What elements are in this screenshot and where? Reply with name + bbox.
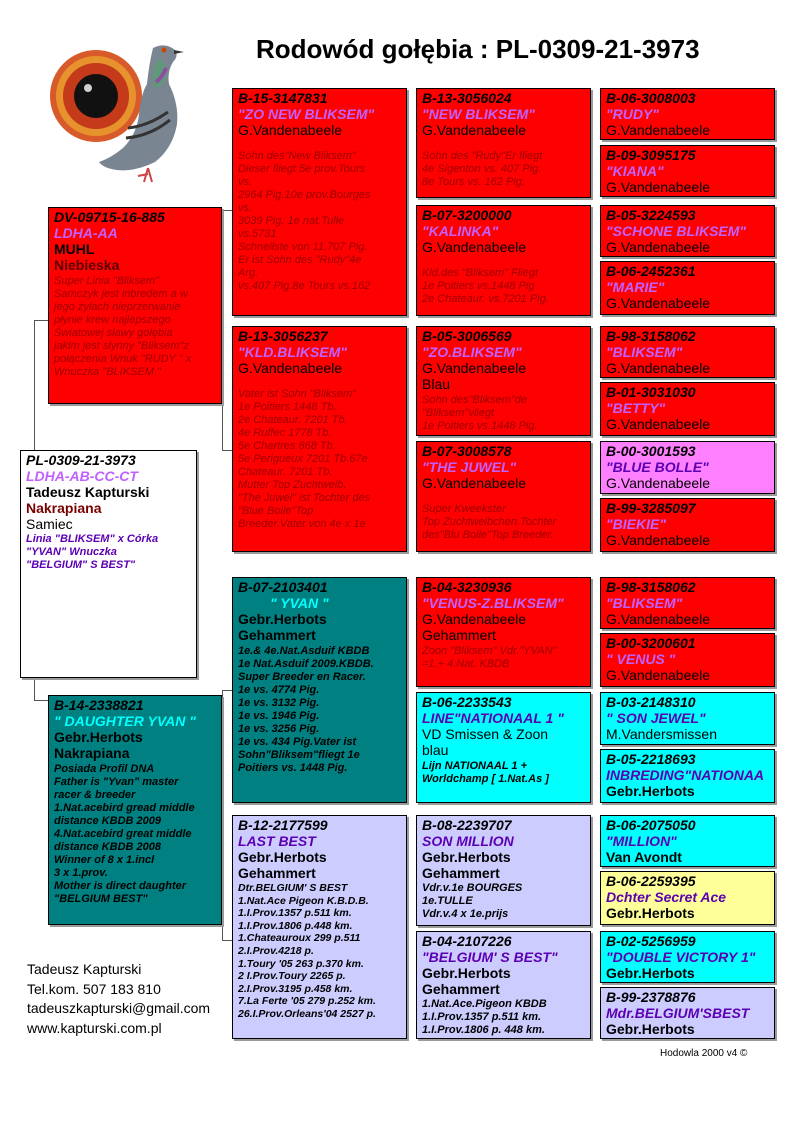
pigeon-name: " VENUS " <box>606 651 676 667</box>
gen4-card <box>600 577 775 629</box>
pigeon-note: 1.Nat.Ace.Pigeon KBDB 1.I.Prov.1357 p.511 km. 1.I.Prov.1806 p. 448 km. <box>422 998 547 1036</box>
pigeon-name: "SCHONE BLIKSEM" <box>606 223 747 239</box>
breeder: Van Avondt <box>606 849 682 865</box>
ring-number: B-15-3147831 <box>238 90 328 106</box>
pigeon-name: LDHA-AB-CC-CT <box>26 468 138 484</box>
ring-number: B-06-3008003 <box>606 90 696 106</box>
pigeon-name: LDHA-AA <box>54 225 118 241</box>
gen4-card <box>600 749 775 803</box>
contact-phone: Tel.kom. 507 183 810 <box>27 980 161 997</box>
gen3-card <box>416 441 591 552</box>
pigeon-name: "KLD.BLIKSEM" <box>238 344 347 360</box>
subject-pigeon-card <box>20 450 197 678</box>
breeder: G.Vandenabeele <box>422 122 527 138</box>
color: Blau <box>422 376 451 392</box>
pigeon-name: "DOUBLE VICTORY 1" <box>606 949 756 965</box>
breeder: G.Vandenabeele <box>422 239 527 255</box>
father-card <box>48 207 222 404</box>
gen3-card <box>416 88 591 198</box>
pigeon-name: " YVAN " <box>270 595 329 611</box>
ring-number: B-98-3158062 <box>606 579 696 595</box>
gen2-card <box>232 815 407 1039</box>
pigeon-name: "ZO.BLIKSEM" <box>422 344 522 360</box>
gen3-card <box>416 326 591 436</box>
gen3-card <box>416 577 591 687</box>
pigeon-name: "BIEKIE" <box>606 516 666 532</box>
owner: Tadeusz Kapturski <box>26 484 150 500</box>
gen4-card <box>600 326 775 378</box>
gen2-card <box>232 326 407 552</box>
breeder: Gebr.Herbots <box>422 965 511 981</box>
color: Nakrapiana <box>54 745 130 761</box>
pigeon-name: "BELGIUM' S BEST" <box>422 949 558 965</box>
gen2-card <box>232 577 407 803</box>
breeder: MUHL <box>54 241 95 257</box>
gen4-card <box>600 205 775 257</box>
pigeon-name: " DAUGHTER YVAN " <box>54 713 196 729</box>
pigeon-name: SON MILLION <box>422 833 514 849</box>
breeder: G.Vandenabeele <box>606 532 711 548</box>
connector <box>222 210 232 211</box>
ring-number: B-02-5256959 <box>606 933 696 949</box>
ring-number: B-07-2103401 <box>238 579 328 595</box>
color: blau <box>422 742 449 758</box>
page-title: Rodowód gołębia : PL-0309-21-3973 <box>256 34 700 64</box>
ring-number: B-14-2338821 <box>54 697 144 713</box>
connector <box>222 450 232 451</box>
connector <box>34 320 48 321</box>
color: Gehammert <box>422 865 500 881</box>
color: Gehammert <box>238 627 316 643</box>
gen2-card <box>232 88 407 316</box>
breeder: Gebr.Herbots <box>606 1021 695 1037</box>
ring-number: B-05-2218693 <box>606 751 696 767</box>
pigeon-name: "VENUS-Z.BLIKSEM" <box>422 595 564 611</box>
gen3-card <box>416 692 591 803</box>
gen4-card <box>600 692 775 745</box>
breeder: VD Smissen & Zoon <box>422 726 549 742</box>
footer-version: Hodowla 2000 v4 © <box>660 1048 748 1059</box>
contact-block <box>27 960 210 1038</box>
gen4-card <box>600 441 775 494</box>
pigeon-name: "BLUE BOLLE" <box>606 459 709 475</box>
gen3-card <box>416 815 591 926</box>
breeder: G.Vandenabeele <box>606 295 711 311</box>
pigeon-note: Linia "BLIKSEM" x Córka "YVAN" Wnuczka "BELGIUM" S BEST" <box>26 533 159 571</box>
ring-number: B-06-2259395 <box>606 873 696 889</box>
gen4-card <box>600 987 775 1039</box>
pigeon-name: "NEW BLIKSEM" <box>422 106 535 122</box>
pigeon-eye-logo <box>48 28 198 188</box>
breeder: G.Vandenabeele <box>606 611 711 627</box>
ring-number: B-98-3158062 <box>606 328 696 344</box>
gen3-card <box>416 931 591 1039</box>
pigeon-note: Vdr.v.1e BOURGES 1e.TULLE Vdr.v.4 x 1e.prijs <box>422 882 523 920</box>
ring-number: B-09-3095175 <box>606 147 696 163</box>
breeder: Gebr.Herbots <box>238 849 327 865</box>
pigeon-note: Zoon "Bliksem" Vdr."YVAN" =1.+ 4.Nat. KBDB <box>422 645 557 670</box>
mother-card <box>48 695 222 925</box>
breeder: G.Vandenabeele <box>422 360 527 376</box>
contact-name: Tadeusz Kapturski <box>27 961 142 977</box>
pigeon-note: Vater ist Sohn "Bliksem" 1e Poitiers 1448 Tb. 2e Chateaur. 7201 Tb. 4e Ruffec 1778 Tb. 5e Chartres 668 Tb. 5e Perigueux 7201 Tb.67e Chateaur. 7201 Tb. Mutter Top Zuchtweib. "The Juwel" ist Tochter des "Blue Bolle"Top Breeder.Vater von 4e x 1e <box>238 388 371 530</box>
pigeon-name: "KALINKA" <box>422 223 499 239</box>
breeder: G.Vandenabeele <box>606 667 711 683</box>
pigeon-name: "BLIKSEM" <box>606 595 683 611</box>
pigeon-note: Sohn des"Bliksem"de "Bliksem"vliegt 1e Poitiers vs.1448 Pig. <box>422 394 538 432</box>
ring-number: B-06-2452361 <box>606 263 696 279</box>
ring-number: B-13-3056024 <box>422 90 512 106</box>
color: Gehammert <box>238 865 316 881</box>
gen4-card <box>600 815 775 867</box>
ring-number: B-06-2075050 <box>606 817 696 833</box>
breeder: Gebr.Herbots <box>54 729 143 745</box>
gen4-card <box>600 382 775 436</box>
breeder: G.Vandenabeele <box>606 239 711 255</box>
pigeon-name: LINE"NATIONAAL 1 " <box>422 710 564 726</box>
color: Nakrapiana <box>26 500 102 516</box>
color: Gehammert <box>422 981 500 997</box>
ring-number: B-07-3200000 <box>422 207 512 223</box>
ring-number: B-03-2148310 <box>606 694 696 710</box>
pigeon-note: Posiada Profil DNA Father is "Yvan" master racer & breeder 1.Nat.acebird gread middle distance KBDB 2009 4.Nat.acebird great middle distance KBDB 2008 Winner of 8 x 1.incl 3 x 1.prov. Mother is direct daughter "BELGIUM BEST" <box>54 763 195 905</box>
breeder: G.Vandenabeele <box>606 360 711 376</box>
ring-number: B-00-3001593 <box>606 443 696 459</box>
breeder: G.Vandenabeele <box>606 122 711 138</box>
pigeon-name: "KIANA" <box>606 163 664 179</box>
gen4-card <box>600 88 775 140</box>
breeder: G.Vandenabeele <box>422 611 527 627</box>
ring-number: B-12-2177599 <box>238 817 328 833</box>
pigeon-name: " SON JEWEL" <box>606 710 706 726</box>
ring-number: B-00-3200601 <box>606 635 696 651</box>
breeder: G.Vandenabeele <box>606 179 711 195</box>
connector <box>222 940 232 941</box>
pigeon-name: LAST BEST <box>238 833 316 849</box>
ring-number: B-07-3008578 <box>422 443 512 459</box>
ring-number: B-99-2378876 <box>606 989 696 1005</box>
pigeon-note: Dtr.BELGIUM' S BEST 1.Nat.Ace Pigeon K.B.D.B. 1.I.Prov.1357 p.511 km. 1.I.Prov.1806 p.448 km. 1.Chateauroux 299 p.511 2.I.Prov.4218 p. 1.Toury '05 263 p.370 km. 2 I.Prov.Toury 2265 p. 2.I.Prov.3195 p.458 km. 7.La Ferte '05 279 p.252 km. 26.I.Prov.Orleans'04 2527 p. <box>238 882 376 1020</box>
pigeon-name: "MARIE" <box>606 279 665 295</box>
breeder: G.Vandenabeele <box>238 360 343 376</box>
contact-email[interactable]: tadeuszkapturski@gmail.com <box>27 1000 211 1016</box>
color: Gehammert <box>422 627 496 643</box>
breeder: Gebr.Herbots <box>422 849 511 865</box>
pigeon-note: 1e.& 4e.Nat.Asduif KBDB 1e Nat.Asduif 2009.KBDB. Super Breeder en Racer. 1e vs. 4774 Pig. 1e vs. 3132 Pig. 1e vs. 1946 Pig. 1e vs. 3256 Pig. 1e vs. 434 Pig.Vater ist Sohn"Bliksem"fliegt 1e Poitiers vs. 1448 Pig. <box>238 645 374 774</box>
ring-number: B-04-2107226 <box>422 933 512 949</box>
connector <box>222 210 223 450</box>
breeder: Gebr.Herbots <box>606 965 695 981</box>
pigeon-name: Mdr.BELGIUM'SBEST <box>606 1005 750 1021</box>
breeder: Gebr.Herbots <box>606 905 695 921</box>
breeder: G.Vandenabeele <box>422 475 527 491</box>
pigeon-name: "RUDY" <box>606 106 659 122</box>
gen4-card <box>600 871 775 925</box>
breeder: Gebr.Herbots <box>606 783 695 799</box>
gen4-card <box>600 498 775 552</box>
pigeon-note: Lijn NATIONAAL 1 + Worldchamp [ 1.Nat.As ] <box>422 760 549 785</box>
ring-number: DV-09715-16-885 <box>54 209 165 225</box>
color: Niebieska <box>54 257 120 273</box>
pigeon-name: INBREDING"NATIONAA <box>606 767 765 783</box>
ring-number: PL-0309-21-3973 <box>26 452 136 468</box>
sex: Samiec <box>26 516 73 532</box>
ring-number: B-04-3230936 <box>422 579 512 595</box>
ring-number: B-06-2233543 <box>422 694 512 710</box>
contact-website[interactable]: www.kapturski.com.pl <box>27 1019 162 1036</box>
breeder: G.Vandenabeele <box>606 416 711 432</box>
connector <box>34 700 48 701</box>
pigeon-note: Super Kweekster Top Zuchtweibchen.Tochter des"Blu Bolle"Top Breeder. <box>422 503 557 541</box>
pigeon-name: "BETTY" <box>606 400 666 416</box>
pigeon-name: "MILLION" <box>606 833 677 849</box>
ring-number: B-13-3056237 <box>238 328 328 344</box>
breeder: G.Vandenabeele <box>238 122 343 138</box>
breeder: Gebr.Herbots <box>238 611 327 627</box>
connector <box>222 690 232 691</box>
pigeon-note: Sohn des"New Bliksem" Dieser fliegt 5e prov.Tours vs. 2964 Pig.10e prov.Bourges vs. 3039 Pig. 1e nat.Tulle vs.5731 Schnellste von 11.707 Pig. Er ist Sohn des "Rudy"4e Arg. vs.407 Pig.8e Tours vs.162 <box>238 150 371 292</box>
pigeon-note: Sohn des "Rudy"Er fliegt 4e Sigenton vs. 407 Pig. 8e Tours vs. 162 Pig. <box>422 150 543 188</box>
ring-number: B-08-2239707 <box>422 817 512 833</box>
pigeon-note: Super Linia "Bliksem" Samczyk jest inbredem a w jego żyłach nieprzerwanie płynie krew najlepszego Światowej sławy gołębia jakim jest słynny "Bliksem"z połączenia Wnuk "RUDY " x Wnuczka "BLIKSEM " <box>54 275 192 378</box>
pigeon-name: Dchter Secret Ace <box>606 889 727 905</box>
ring-number: B-99-3285097 <box>606 500 696 516</box>
gen3-card <box>416 205 591 316</box>
gen4-card <box>600 633 775 687</box>
ring-number: B-01-3031030 <box>606 384 696 400</box>
pigeon-note: Kld.des "Bliksem" Fliegt 1e Poitiers vs.1448 Pig 2e Chateaur. vs.7201 Pig. <box>422 267 549 305</box>
pigeon-name: "THE JUWEL" <box>422 459 517 475</box>
gen4-card <box>600 931 775 983</box>
breeder: G.Vandenabeele <box>606 475 711 491</box>
pigeon-name: "ZO NEW BLIKSEM" <box>238 106 375 122</box>
connector <box>222 690 223 940</box>
breeder: M.Vandersmissen <box>606 726 718 742</box>
ring-number: B-05-3224593 <box>606 207 696 223</box>
pigeon-name: "BLIKSEM" <box>606 344 683 360</box>
gen4-card <box>600 145 775 197</box>
ring-number: B-05-3006569 <box>422 328 512 344</box>
gen4-card <box>600 261 775 315</box>
